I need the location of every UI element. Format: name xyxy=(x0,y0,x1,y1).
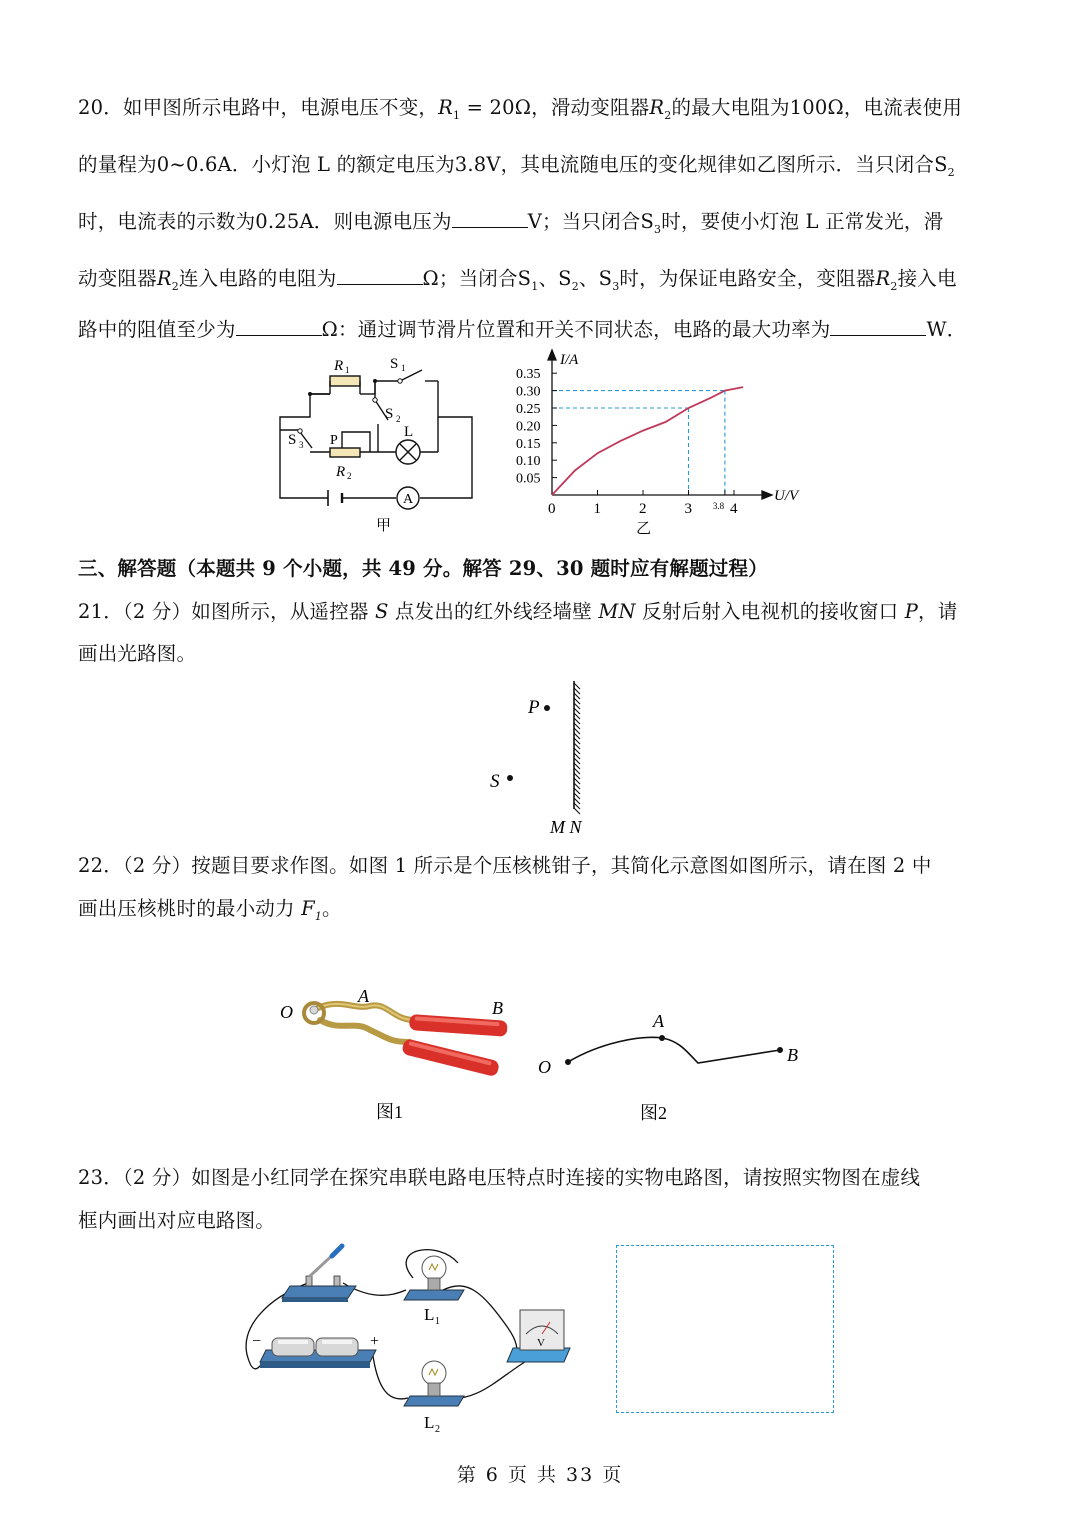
fig2-caption: 图2 xyxy=(640,1103,667,1123)
answer-blank-voltage[interactable] xyxy=(452,209,528,228)
label-s-point: S xyxy=(490,771,500,792)
mirror-hatch xyxy=(574,753,580,759)
mirror-hatch xyxy=(574,803,580,809)
label-l1: L xyxy=(424,1305,435,1324)
x-axis-label: U/V xyxy=(774,488,799,504)
y-axis-arrow xyxy=(548,350,556,360)
mirror-hatch xyxy=(574,713,580,719)
series-line-l xyxy=(552,387,743,495)
y-tick-label: 0.35 xyxy=(516,367,541,383)
y-tick-label: 0.05 xyxy=(516,471,541,487)
y-tick-label: 0.25 xyxy=(516,402,541,417)
mirror-hatch xyxy=(574,808,580,814)
y-tick-label: 0.15 xyxy=(516,436,541,452)
fig2-label-b: B xyxy=(787,1045,798,1065)
mirror-hatch xyxy=(574,733,580,739)
mirror-hatch xyxy=(574,743,580,749)
label-mn: M N xyxy=(550,817,582,837)
mirror-hatch xyxy=(574,728,580,734)
label-s1: S xyxy=(390,356,399,372)
mirror-hatch xyxy=(574,773,580,779)
x-tick-label: 1 xyxy=(593,501,601,517)
label-l: L xyxy=(404,424,414,440)
q20-line-2: 的量程为0~0.6A．小灯泡 L 的额定电压为3.8V，其电流随电压的变化规律如乙图所示．当只闭合$S_2$ xyxy=(78,153,955,179)
label-r1: R xyxy=(334,358,344,374)
point-s xyxy=(507,775,513,781)
section-heading: 三、解答题（本题共 9 个小题，共 49 分。解答 29、30 题时应有解题过程） xyxy=(78,557,768,580)
resistor-r1 xyxy=(330,376,360,386)
q23-line-2: 框内画出对应电路图。 xyxy=(78,1209,276,1232)
mirror-hatch xyxy=(574,798,580,804)
mirror-hatch xyxy=(574,738,580,744)
mirror-hatch xyxy=(574,778,580,784)
mirror-hatch xyxy=(574,748,580,754)
y-axis-label: I/A xyxy=(560,352,579,368)
fig1-label-a: A xyxy=(358,986,369,1006)
label-r2: R xyxy=(336,464,346,480)
point-o xyxy=(565,1059,571,1065)
mirror-hatch xyxy=(574,698,580,704)
y-tick-label: 0.30 xyxy=(516,384,541,400)
point-p xyxy=(544,705,550,711)
label-p-point: P xyxy=(528,697,540,718)
label-ammeter: A xyxy=(403,492,414,507)
y-tick-label: 0.20 xyxy=(516,419,541,435)
rheostat-r2 xyxy=(330,448,360,457)
x-tick-label: 4 xyxy=(730,501,738,517)
svg-text:1: 1 xyxy=(435,1316,440,1327)
mirror-hatch xyxy=(574,793,580,799)
svg-text:2: 2 xyxy=(347,471,352,481)
svg-text:1: 1 xyxy=(401,363,406,373)
mirror-hatch xyxy=(574,693,580,699)
iu-chart xyxy=(510,348,810,543)
lamp-l2 xyxy=(404,1361,464,1406)
q22-line-1: 22．（2 分）按题目要求作图。如图 1 所示是个压核桃钳子，其简化示意图如图所示，请在图 2 中 xyxy=(78,854,932,877)
battery-plus-label: + xyxy=(370,1333,380,1350)
mirror-hatch xyxy=(574,683,580,689)
mirror-hatch xyxy=(574,723,580,729)
q22-line-2: 画出压核桃时的最小动力 $F_1$。 xyxy=(78,897,342,923)
mirror-hatch xyxy=(574,688,580,694)
mirror-hatch xyxy=(574,783,580,789)
label-p: P xyxy=(330,433,338,448)
svg-text:3: 3 xyxy=(299,440,304,450)
point-b xyxy=(777,1047,783,1053)
circuit-diagram-jia xyxy=(270,352,490,542)
x-tick-label: 3 xyxy=(684,501,692,517)
label-s2: S xyxy=(385,406,394,422)
fig1-label-o: O xyxy=(280,1002,293,1022)
point-a xyxy=(659,1035,665,1041)
fig2-label-a: A xyxy=(653,1011,664,1031)
fig1-caption: 图1 xyxy=(376,1102,403,1122)
mirror-hatch xyxy=(574,703,580,709)
switch-component xyxy=(282,1246,356,1302)
x-tick-label: 3.8 xyxy=(712,501,725,511)
x-tick-label: 0 xyxy=(548,501,556,517)
mirror-hatch xyxy=(574,763,580,769)
battery-holder xyxy=(260,1338,376,1368)
voltmeter-label: V xyxy=(537,1337,545,1349)
nutcracker-photo xyxy=(270,980,530,1130)
mirror-hatch xyxy=(574,758,580,764)
q23-line-1: 23．（2 分）如图是小红同学在探究串联电路电压特点时连接的实物电路图，请按照实物图在虚线 xyxy=(78,1166,921,1189)
mirror-hatch xyxy=(574,768,580,774)
lever-sketch xyxy=(530,1005,820,1125)
q20-line-4: 动变阻器$R_2$连入电路的电阻为 Ω；当闭合$S_1$、$S_2$、$S_3$时，为保证电路安全，变阻器$R_2$接入电 xyxy=(78,267,957,293)
q20-line-3: 时，电流表的示数为0.25A．则电源电压为 V；当只闭合$S_3$时，要使小灯泡 L 正常发光，滑 xyxy=(78,210,944,236)
q20-line-1: 20．如甲图所示电路中，电源电压不变，$R_1 = 20\Omega$，滑动变阻器$R_2$的最大电阻为100Ω，电流表使用 xyxy=(78,96,963,122)
y-tick-label: 0.10 xyxy=(516,454,541,470)
voltmeter xyxy=(507,1310,570,1362)
svg-text:2: 2 xyxy=(435,1424,440,1435)
label-l2: L xyxy=(424,1413,435,1432)
mirror-figure xyxy=(480,675,620,840)
q21-line-1: 21．（2 分）如图所示，从遥控器 S 点发出的红外线经墙壁 MN 反射后射入电视机的接收窗口 P，请 xyxy=(78,600,958,623)
physical-circuit xyxy=(238,1238,588,1438)
fig2-label-o: O xyxy=(538,1057,551,1077)
page-footer: 第 6 页 共 33 页 xyxy=(456,1464,624,1486)
q20-line-5: 路中的阻值至少为 Ω：通过调节滑片位置和开关不同状态，电路的最大功率为 W． xyxy=(78,318,967,341)
x-axis-arrow xyxy=(762,491,772,499)
answer-blank-min-resistance[interactable] xyxy=(236,317,322,336)
svg-text:2: 2 xyxy=(396,414,401,424)
mirror-hatch xyxy=(574,708,580,714)
caption-yi: 乙 xyxy=(636,521,652,537)
caption-jia: 甲 xyxy=(376,518,392,534)
mirror-hatch xyxy=(574,718,580,724)
answer-drawing-box[interactable] xyxy=(616,1245,834,1413)
battery-minus-label: − xyxy=(252,1333,262,1350)
svg-text:1: 1 xyxy=(345,365,350,375)
mirror-hatch xyxy=(574,788,580,794)
label-s3: S xyxy=(288,432,297,448)
x-tick-label: 2 xyxy=(639,501,647,517)
fig1-label-b: B xyxy=(492,998,503,1018)
answer-blank-max-power[interactable] xyxy=(830,317,926,336)
answer-blank-resistance[interactable] xyxy=(337,266,423,285)
q21-line-2: 画出光路图。 xyxy=(78,642,197,665)
